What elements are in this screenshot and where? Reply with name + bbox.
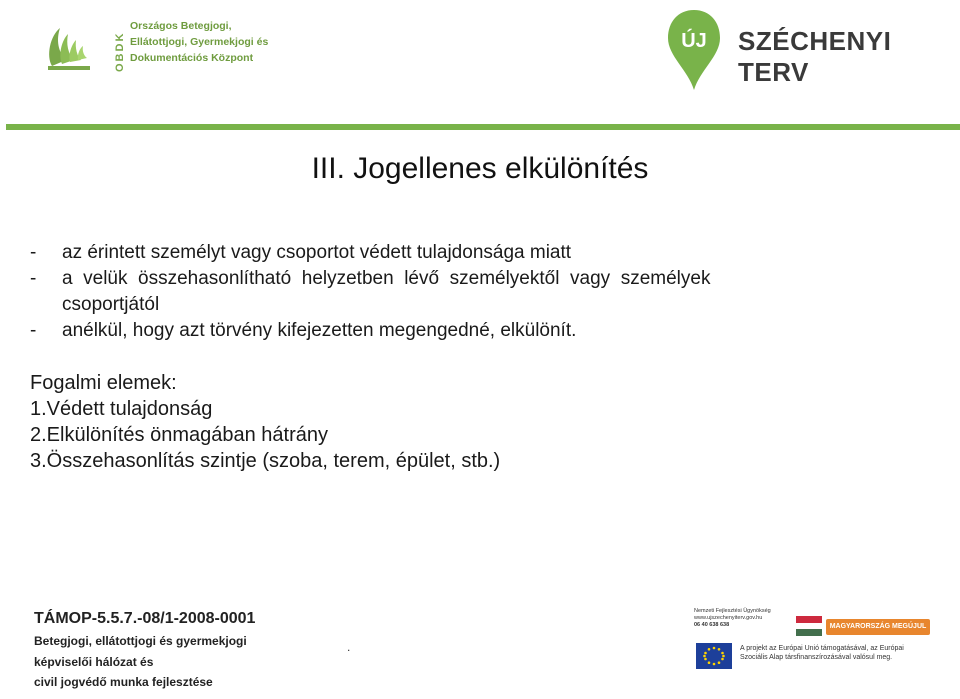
project-line-2: képviselői hálózat és: [34, 655, 154, 669]
project-code: TÁMOP-5.5.7.-08/1-2008-0001: [34, 610, 256, 627]
bullet-item-1: [0, 240, 960, 266]
bullet-dash: -: [30, 268, 37, 289]
obdk-name-line-3: Dokumentációs Központ: [130, 52, 254, 64]
bullet-text: az érintett személyt vagy csoportot védett tulajdonsága miatt: [62, 242, 572, 263]
bullet-dash: -: [30, 242, 37, 263]
magyarorszag-megujul-badge: MAGYARORSZÁG MEGÚJUL: [826, 619, 930, 635]
element-item-1: 1.Védett tulajdonság: [30, 398, 213, 420]
elements-heading: Fogalmi elemek:: [30, 372, 177, 394]
obdk-name-line-2: Ellátottjogi, Gyermekjogi és: [130, 36, 269, 48]
project-line-3: civil jogvédő munka fejlesztése: [34, 675, 213, 689]
nfu-name: Nemzeti Fejlesztési Ügynökség: [694, 608, 771, 614]
eu-text-line-2: Szociális Alap társfinanszírozásával valósul meg.: [740, 654, 893, 661]
eu-flag-icon: [696, 643, 732, 669]
header-divider: [6, 124, 960, 130]
obdk-emblem-icon: [44, 16, 104, 80]
slide-title: III. Jogellenes elkülönítés: [311, 152, 649, 185]
szechenyi-terv-name: SZÉCHENYI TERV: [738, 26, 892, 87]
project-line-1: Betegjogi, ellátottjogi és gyermekjogi: [34, 634, 247, 648]
szechenyi-pin-logo: [666, 8, 726, 92]
bullet-item-2: [0, 266, 960, 318]
bullet-item-3: [0, 318, 960, 344]
element-item-3: 3.Összehasonlítás szintje (szoba, terem, épület, stb.): [30, 450, 501, 472]
obdk-abbreviation: OBDK: [114, 31, 126, 72]
bullet-text: a velük összehasonlítható helyzetben lévő személyektől vagy személyek: [62, 268, 711, 289]
nfu-block: [694, 608, 790, 629]
nfu-phone: 06 40 638 638: [694, 622, 730, 628]
element-item-2: 2.Elkülönítés önmagában hátrány: [30, 424, 328, 446]
stray-dot: .: [347, 640, 351, 654]
obdk-logo: [44, 16, 274, 80]
bullet-continuation: csoportjától: [62, 294, 160, 315]
hungarian-flag-icon: [796, 616, 822, 636]
obdk-name-line-1: Országos Betegjogi,: [130, 20, 232, 32]
bullet-text: anélkül, hogy azt törvény kifejezetten megengedné, elkülönít.: [62, 320, 577, 341]
szechenyi-pin-text: ÚJ: [681, 30, 707, 52]
nfu-url: www.ujszechenyiterv.gov.hu: [694, 615, 763, 621]
eu-support-text: [740, 644, 940, 662]
bullet-dash: -: [30, 320, 37, 341]
eu-text-line-1: A projekt az Európai Unió támogatásával, az Európai: [740, 645, 904, 652]
